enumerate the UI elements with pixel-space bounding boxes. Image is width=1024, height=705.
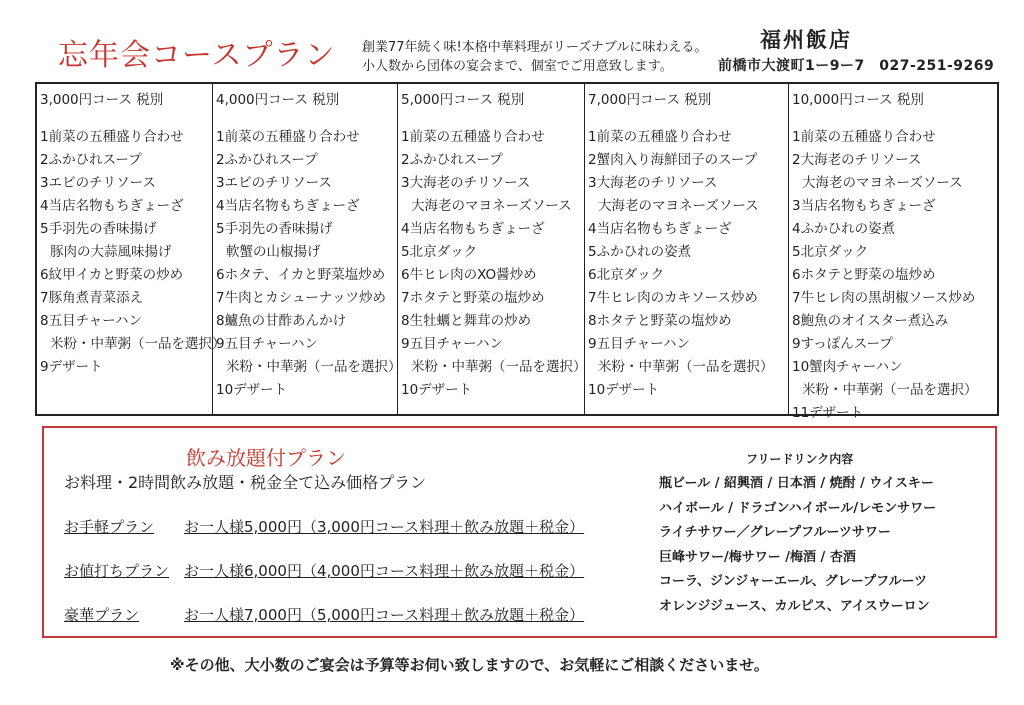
free-drink-line: ハイボール / ドラゴンハイボール/レモンサワー <box>659 500 937 516</box>
course-item: 6ホタテ、イカと野菜塩炒め <box>216 267 386 283</box>
course-item: 5手羽先の香味揚げ <box>216 221 333 237</box>
course-item: 米粉・中華粥（一品を選択） <box>802 382 978 398</box>
course-item: 3大海老のチリソース <box>401 175 531 191</box>
course-item: 4当店名物もちぎょーざ <box>588 221 732 237</box>
course-item: 大海老のマヨネーズソース <box>802 175 963 191</box>
course-item: 9デザート <box>40 359 103 375</box>
course-item: 7牛肉とカシューナッツ炒め <box>216 290 387 306</box>
course-item: 8鮑魚のオイスター煮込み <box>792 313 949 329</box>
course-item: 軟蟹の山椒揚げ <box>226 244 321 260</box>
plan-row <box>64 604 584 625</box>
course-table <box>35 82 999 421</box>
course-item: 1前菜の五種盛り合わせ <box>40 129 184 145</box>
course-item: 8生牡蠣と舞茸の炒め <box>401 313 532 329</box>
course-name: 3,000円コース 税別 <box>40 92 164 108</box>
free-drink-line: 瓶ビール / 紹興酒 / 日本酒 / 焼酎 / ウイスキー <box>659 476 934 491</box>
course-item: 米粉・中華粥（一品を選択） <box>226 359 402 375</box>
course-item: 米粉・中華粥（一品を選択） <box>598 359 774 375</box>
course-item: 7豚角煮青菜添え <box>40 290 144 306</box>
course-name: 10,000円コース 税別 <box>792 92 924 108</box>
course-item: 3エビのチリソース <box>216 175 332 191</box>
course-item: 大海老のマヨネーズソース <box>598 198 759 214</box>
course-item: 6紋甲イカと野菜の炒め <box>40 267 184 283</box>
course-name: 7,000円コース 税別 <box>588 92 712 108</box>
course-item: 豚肉の大蒜風味揚げ <box>50 244 172 260</box>
shop-address: 前橋市大渡町1ー9ー7 027-251-9269 <box>718 58 995 74</box>
course-item: 8ホタテと野菜の塩炒め <box>588 313 732 329</box>
course-item: 米粉・中華粥（一品を選択） <box>411 359 587 375</box>
free-drink-line: ライチサワー／グレープフルーツサワー <box>659 525 891 540</box>
course-item: 5ふかひれの姿煮 <box>588 244 692 260</box>
course-column <box>213 84 402 414</box>
course-item: 6北京ダック <box>588 267 665 283</box>
plan-name: お手軽プラン <box>64 518 155 536</box>
page-title: 忘年会コースプラン <box>58 38 336 73</box>
course-item: 10蟹肉チャーハン <box>792 359 903 375</box>
course-item: 10デザート <box>216 382 288 398</box>
course-item: 4当店名物もちぎょーざ <box>216 198 360 214</box>
plan-detail: お一人様6,000円（4,000円コース料理＋飲み放題＋税金） <box>184 562 585 580</box>
course-item: 3大海老のチリソース <box>588 175 718 191</box>
course-column <box>37 84 226 414</box>
course-item: 6ホタテと野菜の塩炒め <box>792 267 936 283</box>
drink-plan-box <box>42 426 997 638</box>
footer-note: ※その他、大小数のご宴会は予算等お伺い致しますので、お気軽にご相談くださいませ。 <box>170 656 769 674</box>
course-name: 5,000円コース 税別 <box>401 92 525 108</box>
course-item: 10デザート <box>401 382 473 398</box>
course-item: 3当店名物もちぎょーざ <box>792 198 936 214</box>
course-name: 4,000円コース 税別 <box>216 92 340 108</box>
free-drink-line: オレンジジュース、カルピス、アイスウーロン <box>659 598 930 614</box>
plan-name: お値打ちプラン <box>64 562 170 580</box>
free-drink-title: フリードリンク内容 <box>746 452 854 466</box>
drink-plan-subtitle: お料理・2時間飲み放題・税金全て込み価格プラン <box>64 473 427 492</box>
course-item: 1前菜の五種盛り合わせ <box>792 129 936 145</box>
course-item: 1前菜の五種盛り合わせ <box>588 129 732 145</box>
course-item: 5手羽先の香味揚げ <box>40 221 157 237</box>
course-item: 5北京ダック <box>401 244 478 260</box>
free-drink-line: コーラ、ジンジャーエール、グレープフルーツ <box>659 574 928 589</box>
course-item: 8鱸魚の甘酢あんかけ <box>216 313 347 329</box>
course-item: 9すっぽんスープ <box>792 336 893 352</box>
plan-detail: お一人様5,000円（3,000円コース料理＋飲み放題＋税金） <box>184 518 585 536</box>
free-drink-line: 巨峰サワー/梅サワー /梅酒 / 杏酒 <box>659 549 856 565</box>
course-item: 1前菜の五種盛り合わせ <box>401 129 545 145</box>
course-item: 7ホタテと野菜の塩炒め <box>401 290 545 306</box>
intro-line-1: 創業77年続く味!本格中華料理がリーズナブルに味わえる。 <box>362 40 708 55</box>
drink-plan-title: 飲み放題付プラン <box>186 446 346 470</box>
course-item: 米粉・中華粥（一品を選択） <box>50 336 226 352</box>
course-item: 2ふかひれスープ <box>40 152 142 168</box>
plan-detail: お一人様7,000円（5,000円コース料理＋飲み放題＋税金） <box>184 606 585 624</box>
plan-row <box>64 516 584 537</box>
course-item: 3エビのチリソース <box>40 175 156 191</box>
course-item: 1前菜の五種盛り合わせ <box>216 129 360 145</box>
course-item: 7牛ヒレ肉の黒胡椒ソース炒め <box>792 290 976 306</box>
course-item: 2ふかひれスープ <box>401 152 503 168</box>
intro-text <box>362 38 707 76</box>
course-item: 5北京ダック <box>792 244 869 260</box>
course-item: 4当店名物もちぎょーざ <box>40 198 184 214</box>
plan-name: 豪華プラン <box>64 606 140 624</box>
course-item: 大海老のマヨネーズソース <box>411 198 572 214</box>
course-item: 2ふかひれスープ <box>216 152 318 168</box>
course-column <box>585 84 789 414</box>
course-item: 2蟹肉入り海鮮団子のスープ <box>588 152 758 168</box>
course-item: 7牛ヒレ肉のカキソース炒め <box>588 290 758 306</box>
course-item: 4ふかひれの姿煮 <box>792 221 896 237</box>
course-item: 9五目チャーハン <box>401 336 504 352</box>
course-item: 8五目チャーハン <box>40 313 143 329</box>
intro-line-2: 小人数から団体の宴会まで、個室でご用意致します。 <box>362 59 673 74</box>
course-item: 2大海老のチリソース <box>792 152 922 168</box>
shop-name: 福州飯店 <box>760 28 852 52</box>
course-item: 6牛ヒレ肉のXO醤炒め <box>401 267 537 283</box>
course-item: 11デザート <box>792 405 864 421</box>
plan-row <box>64 560 584 581</box>
course-item: 9五目チャーハン <box>588 336 691 352</box>
course-item: 4当店名物もちぎょーざ <box>401 221 545 237</box>
course-column <box>789 84 997 421</box>
course-item: 9五目チャーハン <box>216 336 319 352</box>
course-item: 10デザート <box>588 382 660 398</box>
course-column <box>398 84 585 414</box>
